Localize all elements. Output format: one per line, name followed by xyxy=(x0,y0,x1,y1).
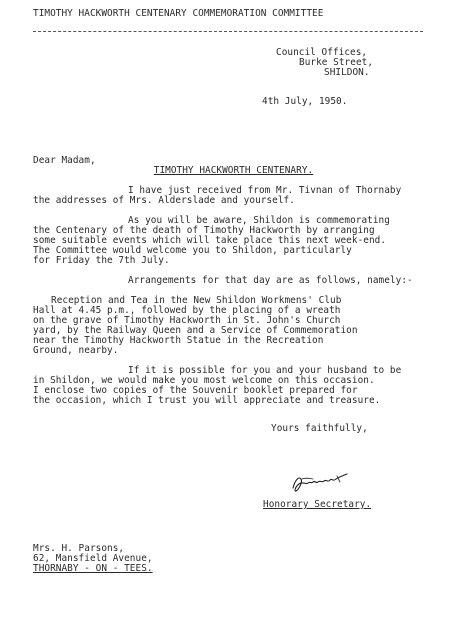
salutation: Dear Madam, xyxy=(33,155,96,166)
closing: Yours faithfully, xyxy=(271,423,368,434)
paragraph-2-line-4: The Committee would welcome you to Shildon, particularly xyxy=(33,245,352,256)
sender-address-line-1: Council Offices, xyxy=(276,47,368,58)
paragraph-4-line-4: yard, by the Railway Queen and a Service of Commemoration xyxy=(33,325,358,336)
recipient-line-2: 62, Mansfield Avenue, xyxy=(33,553,153,564)
recipient-line-1: Mrs. H. Parsons, xyxy=(33,543,125,554)
handwritten-signature xyxy=(289,470,355,496)
signatory-title: Honorary Secretary. xyxy=(263,499,372,510)
letterhead-rule xyxy=(33,31,423,32)
paragraph-2-line-3: some suitable events which will take place this next week-end. xyxy=(33,235,387,246)
paragraph-4-line-1: Reception and Tea in the New Shildon Workmens' Club xyxy=(51,295,342,306)
paragraph-2-line-2: the Centenary of the death of Timothy Hackworth by arranging xyxy=(33,225,375,236)
paragraph-5-line-2: in Shildon, we would make you most welcome on this occasion. xyxy=(33,375,375,386)
subject-line: TIMOTHY HACKWORTH CENTENARY. xyxy=(153,165,314,176)
paragraph-2-line-1: As you will be aware, Shildon is commemorating xyxy=(128,215,390,226)
sender-address-line-3: SHILDON. xyxy=(324,67,370,78)
paragraph-4-line-2: Hall at 4.45 p.m., followed by the placing of a wreath xyxy=(33,305,341,316)
letter-date: 4th July, 1950. xyxy=(262,96,348,107)
recipient-line-3: THORNABY - ON - TEES. xyxy=(33,563,153,574)
paragraph-1-line-2: the addresses of Mrs. Alderslade and yourself. xyxy=(33,195,295,206)
paragraph-4-line-3: on the grave of Timothy Hackworth in St. John's Church xyxy=(33,315,341,326)
letterhead: TIMOTHY HACKWORTH CENTENARY COMMEMORATION COMMITTEE xyxy=(33,8,324,19)
paragraph-3-line-1: Arrangements for that day are as follows, namely:- xyxy=(128,275,413,286)
paragraph-1-line-1: I have just received from Mr. Tivnan of Thornaby xyxy=(128,185,402,196)
sender-address-line-2: Burke Street, xyxy=(299,57,374,68)
paragraph-5-line-3: I enclose two copies of the Souvenir booklet prepared for xyxy=(33,385,358,396)
paragraph-4-line-6: Ground, nearby. xyxy=(33,345,119,356)
paragraph-4-line-5: near the Timothy Hackworth Statue in the Recreation xyxy=(33,335,324,346)
paragraph-5-line-4: the occasion, which I trust you will appreciate and treasure. xyxy=(33,395,381,406)
paragraph-2-line-5: for Friday the 7th July. xyxy=(33,255,170,266)
paragraph-5-line-1: If it is possible for you and your husband to be xyxy=(128,365,402,376)
